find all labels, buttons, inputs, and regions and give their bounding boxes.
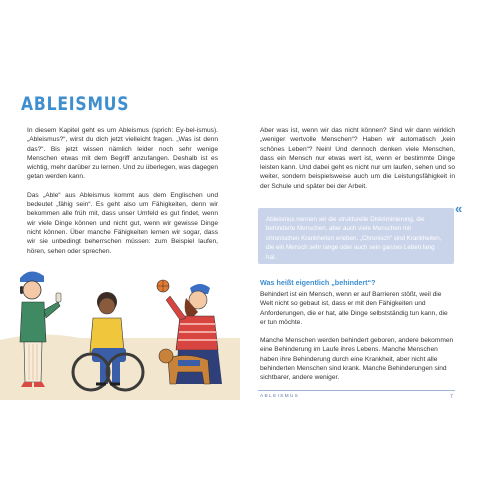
definition-box bbox=[258, 208, 454, 264]
section-heading: Was heißt eigentlich „behindert“? bbox=[260, 278, 376, 287]
footer-divider bbox=[258, 390, 455, 391]
definition-text: Ableismus nennen wir die strukturelle Diskriminierung, die behinderte Menschen, aber auch viele Menschen mit chronischen Krankheiten erleben. „Chronisch“ sind Krankheiten, die ein Mensch sehr lange oder auch sein ganzes Leben lang hat. bbox=[266, 216, 442, 261]
question-paragraph: Aber was ist, wenn wir das nicht können? Sind wir dann wirklich „weniger wertvolle Menschen“? Haben wir automatisch „kein schönes Leben“? Nein! Und dennoch denken viele Menschen, dass ein Mensch nur etwas wert ist, wenn er bestimmte Dinge leisten kann. Und dabei geht es nicht nur um laufen, sehen und so weiter, sondern beispielsweise auch um die Leistungsfähigkeit in der Schule und später bei der Arbeit. bbox=[260, 127, 455, 190]
section-body bbox=[260, 290, 455, 392]
page-number: 7 bbox=[450, 394, 453, 400]
able-paragraph: Das „Able“ aus Ableismus kommt aus dem Englischen und bedeutet „fähig sein“. Es geht also um Fähigkeiten, denn wir bekommen alle früh mit, dass unser Umfeld es gut findet, wenn wir viele Dinge können und nicht gut, wenn wir gewisse Dinge nicht können. Über manche Fähigkeiten lernen wir sogar, dass wir sie unbedingt beherrschen müssen: zum Beispiel laufen, hören, sehen oder sprechen. bbox=[27, 191, 218, 255]
page-title: ABLEISMUS bbox=[21, 93, 130, 115]
born-paragraph: Manche Menschen werden behindert geboren, andere bekommen eine Behinderung im Laufe ihres Lebens. Manche Menschen haben ihre Behinderung durch eine Krankheit, aber nicht alle behinderten Menschen sind krank. Manche Behinderungen sind sichtbarer, andere weniger. bbox=[260, 337, 454, 382]
behindert-paragraph: Behindert ist ein Mensch, wenn er auf Barrieren stößt, weil die Welt nicht so gebaut ist, dass er mit den Fähigkeiten und Anforderungen, die er hat, alle Dinge selbstständig tun kann, die er tun möchte. bbox=[260, 291, 448, 326]
left-column bbox=[27, 126, 218, 265]
quote-mark-icon: « bbox=[455, 201, 462, 216]
illustration-people bbox=[0, 260, 240, 400]
right-column bbox=[260, 126, 455, 200]
intro-paragraph: In diesem Kapitel geht es um Ableismus (sprich: Ey-bel-ismus). „Ableismus?“, wirst du dich jetzt vielleicht fragen. „Was ist denn das?“. Bis jetzt wissen nämlich leider noch sehr wenige Menschen etwas mit dem Begriff anzufangen. Deshalb ist es wichtig, mehr darüber zu lernen. Und zu überlegen, was dagegen getan werden kann. bbox=[27, 127, 218, 181]
footer-label: ABLEISMUS bbox=[260, 394, 300, 399]
